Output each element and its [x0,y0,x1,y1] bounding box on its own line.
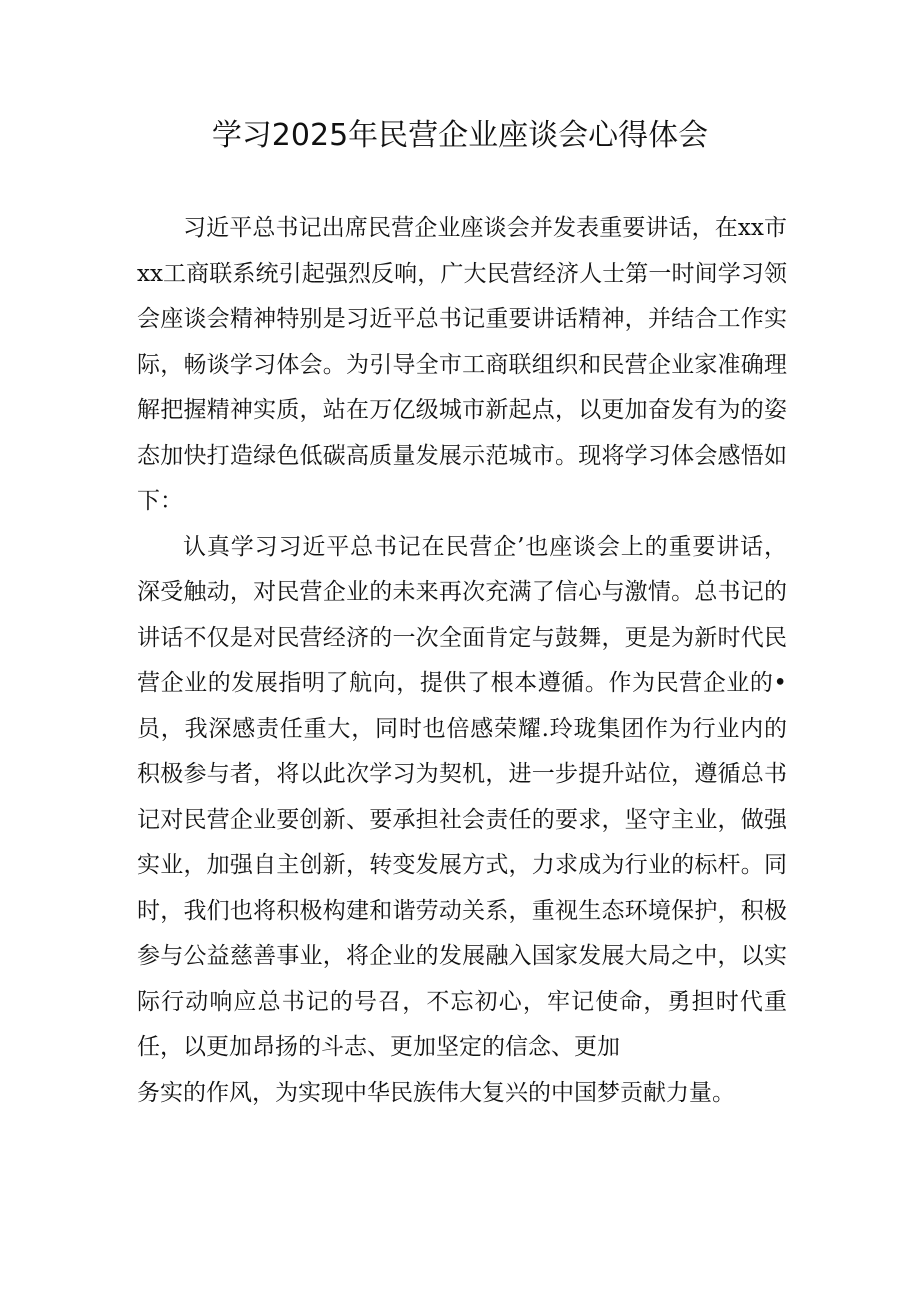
paragraph-1: 习近平总书记出席民营企业座谈会并发表重要讲话，在xx市xx工商联系统引起强烈反响，广大民营经济人士第一时间学习领会座谈会精神特别是习近平总书记重要讲话精神，并结合工作实际，畅谈学习体会。为引导全市工商联组织和民营企业家准确理解把握精神实质，站在万亿级城市新起点，以更加奋发有为的姿态加快打造绿色低碳高质量发展示范城市。现将学习体会感悟如下： [137,215,787,514]
paragraph-2-final-line [137,1071,787,1117]
final-line-text: 务实的作风，为实现中华民族伟大复兴的中国梦贡献力量。 [137,1079,735,1106]
document-body [137,206,787,1116]
paragraph-2: 认真学习习近平总书记在民营企’也座谈会上的重要讲话，深受触动，对民营企业的未来再次充满了信心与激情。总书记的讲话不仅是对民营经济的一次全面肯定与鼓舞，更是为新时代民营企业的发展指明了航向，提供了根本遵循。作为民营企业的•员，我深感责任重大，同时也倍感荣耀.玲珑集团作为行业内的积极参与者，将以此次学习为契机，进一步提升站位，遵循总书记对民营企业要创新、要承担社会责任的要求，坚守主业，做强实业，加强自主创新，转变发展方式，力求成为行业的标杆。同时，我们也将积极构建和谐劳动关系，重视生态环境保护，积极参与公益慈善事业，将企业的发展融入国家发展大局之中，以实际行动响应总书记的号召，不忘初心，牢记使命，勇担时代重任，以更加昂扬的斗志、更加坚定的信念、更加 [137,533,787,1060]
document-title: 学习2025年民营企业座谈会心得体会 [211,118,709,153]
